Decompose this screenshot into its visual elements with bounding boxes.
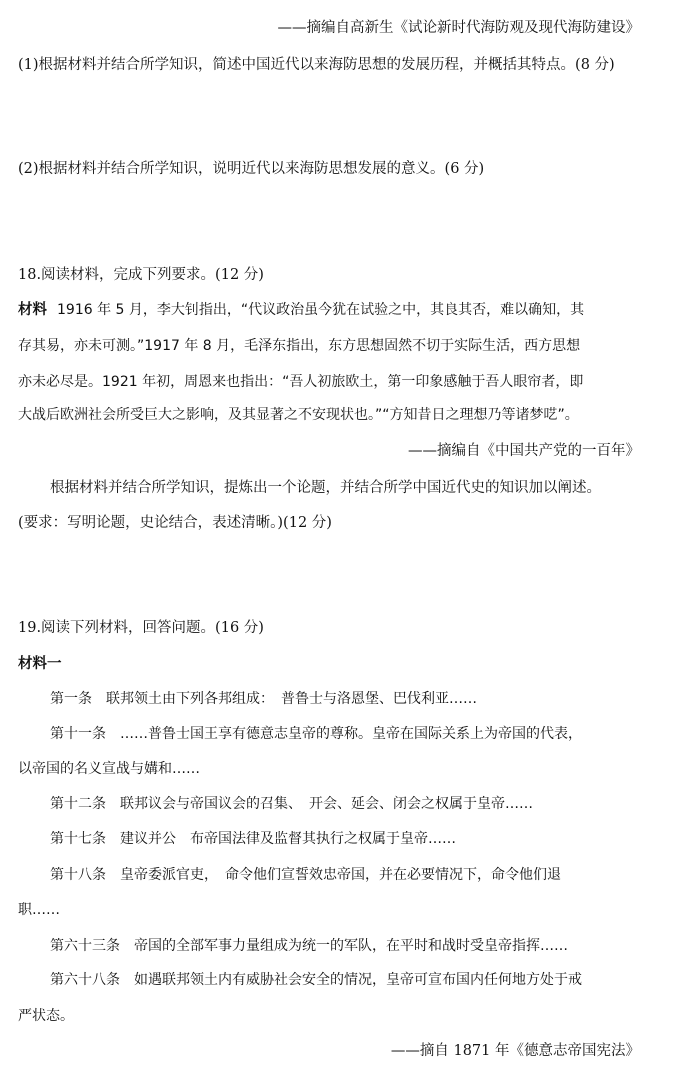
constitution-article-18-cont: 职…… bbox=[18, 902, 60, 918]
question-17-part-1: (1)根据材料并结合所学知识，简述中国近代以来海防思想的发展历程，并概括其特点。(8 分) bbox=[18, 57, 615, 73]
constitution-article-1: 第一条 联邦领土由下列各邦组成： 普鲁士与洛恩堡、巴伐利亚…… bbox=[50, 691, 477, 707]
constitution-article-18: 第十八条 皇帝委派官吏， 命令他们宣誓效忠帝国，并在必要情况下，命令他们退 bbox=[50, 867, 561, 883]
source-citation-18: ——摘编自《中国共产党的一百年》 bbox=[408, 443, 640, 459]
question-18-requirements: (要求：写明论题，史论结合，表述清晰。)(12 分) bbox=[18, 515, 332, 531]
source-citation-17: ——摘编自高新生《试论新时代海防观及现代海防建设》 bbox=[277, 20, 640, 36]
material-label: 材料 bbox=[18, 301, 47, 318]
constitution-article-11: 第十一条 ……普鲁士国王享有德意志皇帝的尊称。皇帝在国际关系上为帝国的代表， bbox=[50, 726, 582, 742]
constitution-article-17: 第十七条 建议并公 布帝国法律及监督其执行之权属于皇帝…… bbox=[50, 831, 456, 847]
question-17-part-2: (2)根据材料并结合所学知识，说明近代以来海防思想发展的意义。(6 分) bbox=[18, 161, 485, 177]
material-18-line-4: 大战后欧洲社会所受巨大之影响，及其显著之不安现状也。”“方知昔日之理想乃等诸梦呓”。 bbox=[18, 407, 579, 423]
question-18-title: 18.阅读材料，完成下列要求。(12 分) bbox=[18, 267, 264, 283]
material-one-label: 材料一 bbox=[18, 655, 62, 672]
source-citation-19: ——摘自 1871 年《德意志帝国宪法》 bbox=[390, 1043, 640, 1059]
constitution-article-11-cont: 以帝国的名义宣战与媾和…… bbox=[18, 761, 200, 777]
material-18-line-3: 亦未必尽是。1921 年初，周恩来也指出：“吾人初旅欧土，第一印象感触于吾人眼帘者，即 bbox=[18, 374, 584, 390]
constitution-article-68-cont: 严状态。 bbox=[18, 1008, 74, 1024]
material-text: 1916 年 5 月，李大钊指出，“代议政治虽今犹在试验之中，其良其否，难以确知，其 bbox=[57, 302, 585, 318]
constitution-article-63: 第六十三条 帝国的全部军事力量组成为统一的军队，在平时和战时受皇帝指挥…… bbox=[50, 938, 568, 954]
question-18-task: 根据材料并结合所学知识，提炼出一个论题，并结合所学中国近代史的知识加以阐述。 bbox=[50, 480, 601, 496]
material-18-line-1 bbox=[18, 300, 584, 320]
question-19-title: 19.阅读下列材料，回答问题。(16 分) bbox=[18, 620, 264, 636]
material-18-line-2: 存其易，亦未可测。”1917 年 8 月，毛泽东指出，东方思想固然不切于实际生活，西方思想 bbox=[18, 338, 581, 354]
constitution-article-12: 第十二条 联邦议会与帝国议会的召集、 开会、延会、闭会之权属于皇帝…… bbox=[50, 796, 533, 812]
constitution-article-68: 第六十八条 如遇联邦领土内有威胁社会安全的情况，皇帝可宣布国内任何地方处于戒 bbox=[50, 972, 582, 988]
